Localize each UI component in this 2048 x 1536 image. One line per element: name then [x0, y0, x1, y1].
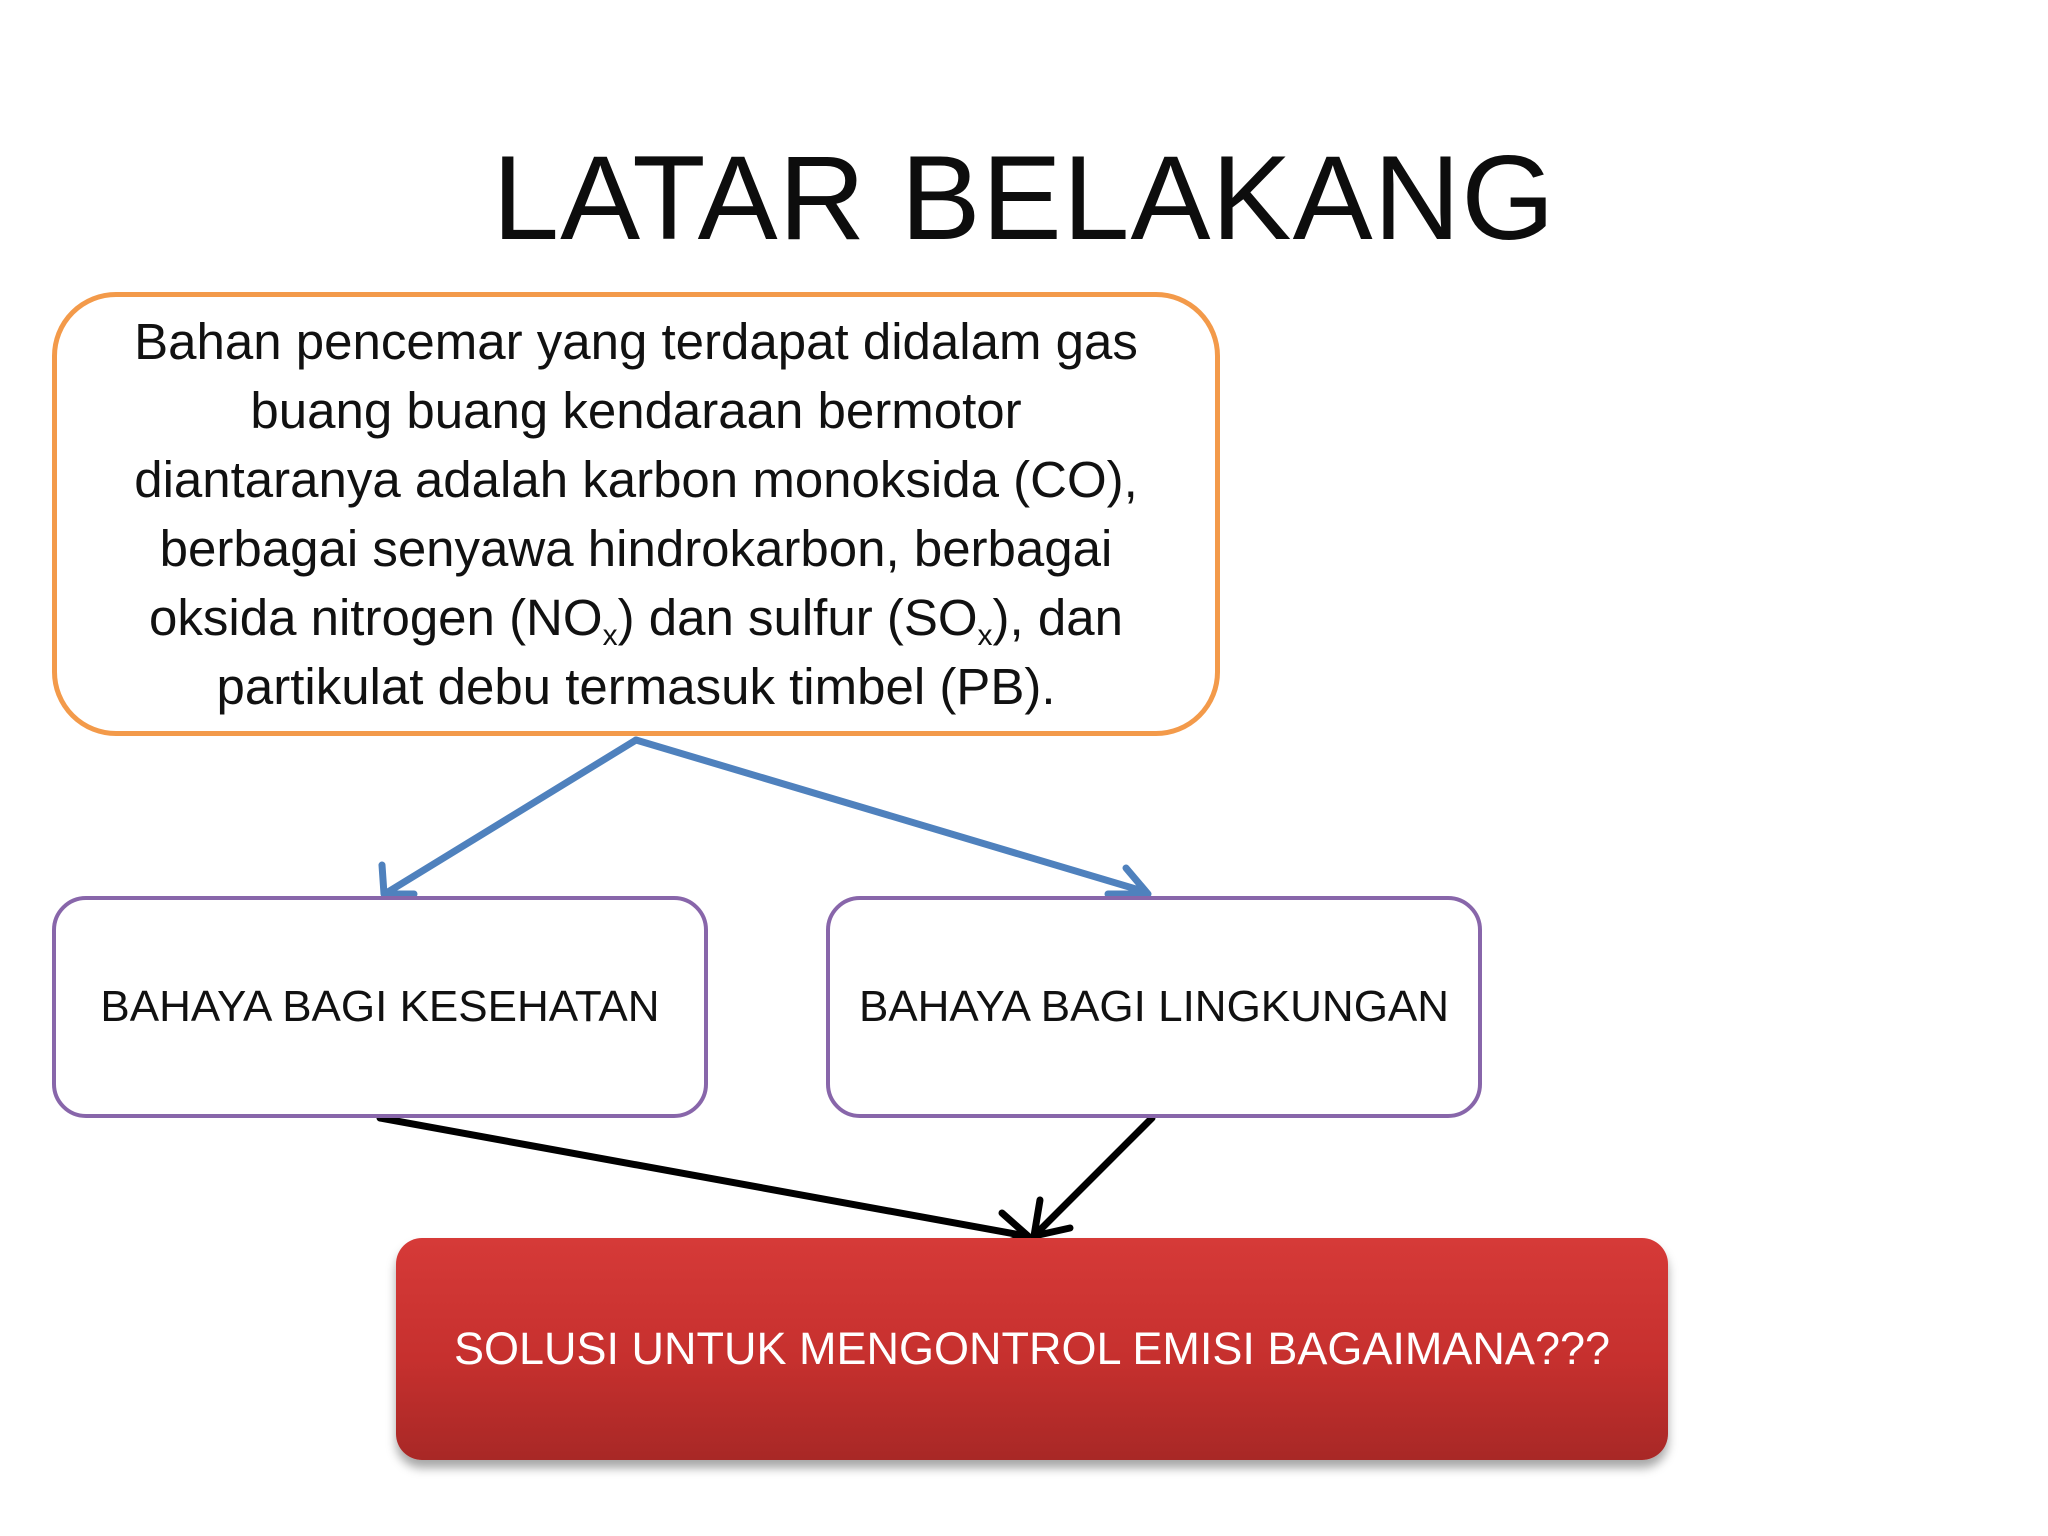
environment-hazard-label: BAHAYA BAGI LINGKUNGAN — [858, 982, 1450, 1031]
description-line: berbagai senyawa hindrokarbon, berbagai — [159, 520, 1113, 577]
health-hazard-box — [52, 896, 708, 1118]
description-line: buang buang kendaraan bermotor — [250, 382, 1022, 439]
arrow-main-to-environment — [636, 740, 1148, 894]
subscript-x: x — [977, 619, 993, 652]
pollutant-description-text — [94, 307, 1178, 721]
description-line: partikulat debu termasuk timbel (PB). — [216, 658, 1056, 715]
description-fragment: ) dan sulfur (SO — [617, 589, 978, 646]
description-fragment: oksida nitrogen (NO — [149, 589, 603, 646]
health-hazard-label: BAHAYA BAGI KESEHATAN — [100, 982, 660, 1031]
description-line: Bahan pencemar yang terdapat didalam gas — [134, 313, 1138, 370]
arrow-health-to-solution — [380, 1118, 1028, 1246]
arrow-environment-to-solution — [1034, 1118, 1152, 1236]
description-line — [134, 583, 1138, 652]
solution-label: SOLUSI UNTUK MENGONTROL EMISI BAGAIMANA??? — [453, 1323, 1611, 1374]
description-line: diantaranya adalah karbon monoksida (CO), — [134, 451, 1138, 508]
solution-box — [396, 1238, 1668, 1460]
subscript-x: x — [602, 619, 618, 652]
pollutant-description-box — [52, 292, 1220, 736]
description-fragment: ), dan — [992, 589, 1123, 646]
environment-hazard-box — [826, 896, 1482, 1118]
arrow-main-to-health — [382, 740, 636, 894]
slide-title: LATAR BELAKANG — [492, 131, 1556, 265]
